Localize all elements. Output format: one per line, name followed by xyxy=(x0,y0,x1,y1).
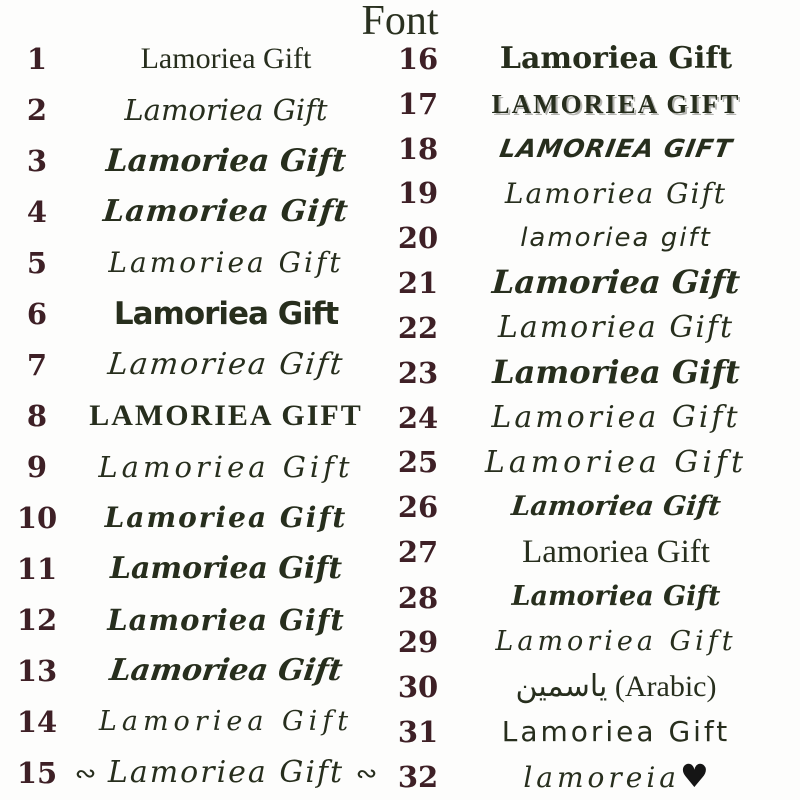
font-sample-text xyxy=(60,757,392,789)
font-row-13 xyxy=(14,654,392,688)
font-sample-text: Lamoriea Gift xyxy=(484,444,748,480)
arabic-sample-text: ياسمين xyxy=(515,669,608,705)
font-number: 26 xyxy=(397,490,439,525)
font-row-6 xyxy=(14,297,392,331)
font-sample-text: Lamoriea Gift xyxy=(101,194,351,230)
font-row-1 xyxy=(14,42,392,76)
font-sample-text: Lamoriea Gift xyxy=(113,295,339,332)
font-number: 6 xyxy=(26,297,48,331)
font-number: 12 xyxy=(16,603,58,637)
font-number: 18 xyxy=(397,131,439,166)
font-number: 8 xyxy=(26,399,48,433)
font-sample-text: LAMORIEA GIFT xyxy=(89,399,363,433)
font-number: 15 xyxy=(16,756,58,790)
font-number: 19 xyxy=(397,176,439,211)
font-number: 4 xyxy=(26,195,48,229)
font-number: 23 xyxy=(397,355,439,390)
font-row-10 xyxy=(14,501,392,535)
arabic-annotation: (Arabic) xyxy=(614,670,717,704)
font-row-12 xyxy=(14,603,392,637)
font-number: 31 xyxy=(397,715,439,750)
font-sample-text: LAMORIEA GIFT xyxy=(497,133,735,163)
heart-icon: ♥ xyxy=(679,757,709,796)
font-number: 9 xyxy=(26,450,48,484)
font-number: 14 xyxy=(16,705,58,739)
font-number: 16 xyxy=(397,42,439,76)
font-sample-text: Lamoriea Gift xyxy=(495,626,737,658)
font-row-22 xyxy=(392,311,788,345)
font-row-14 xyxy=(14,705,392,739)
font-number: 25 xyxy=(397,445,439,480)
font-row-2 xyxy=(14,93,392,127)
font-sample-text: Lamoriea Gift xyxy=(98,705,354,737)
font-row-30 xyxy=(392,670,788,704)
font-number: 2 xyxy=(26,93,48,127)
font-row-11 xyxy=(14,552,392,586)
font-sample-text: Lamoriea Gift xyxy=(104,501,348,535)
font-number: 3 xyxy=(26,144,48,178)
font-number: 27 xyxy=(397,535,439,570)
font-sample-text: Lamoriea Gift xyxy=(501,715,731,749)
font-row-9 xyxy=(14,450,392,484)
font-row-8 xyxy=(14,399,392,433)
font-number: 1 xyxy=(26,42,48,76)
font-row-26 xyxy=(392,490,788,524)
font-row-27 xyxy=(392,535,788,570)
font-sample-text: Lamoriea Gift xyxy=(124,92,328,127)
font-sample-text: Lamoriea Gift xyxy=(490,263,742,302)
font-sample-text: Lamoriea Gift xyxy=(511,581,721,613)
font-number: 13 xyxy=(16,654,58,688)
font-number: 20 xyxy=(397,221,439,256)
font-number: 5 xyxy=(26,246,48,280)
font-row-32 xyxy=(392,757,788,796)
font-row-17 xyxy=(392,87,788,121)
font-sample-text xyxy=(444,671,788,703)
font-row-7 xyxy=(14,348,392,382)
font-row-24 xyxy=(392,401,788,435)
font-sample-text: Lamoriea Gift xyxy=(499,41,733,77)
font-number: 32 xyxy=(397,759,439,794)
font-sample-text: Lamoriea Gift xyxy=(504,176,728,210)
font-number: 7 xyxy=(26,348,48,382)
font-row-15 xyxy=(14,756,392,790)
font-number: 10 xyxy=(16,501,58,535)
font-row-18 xyxy=(392,132,788,166)
font-number: 22 xyxy=(397,310,439,345)
page-title: Font xyxy=(361,0,439,44)
font-row-3 xyxy=(14,144,392,178)
font-row-29 xyxy=(392,625,788,659)
font-row-19 xyxy=(392,176,788,210)
font-sample-text: LAMORIEA GIFT xyxy=(491,88,741,119)
font-row-23 xyxy=(392,353,788,391)
swirl-ornament-left: ∾ xyxy=(74,759,97,790)
font-sample-text: Lamoriea Gift xyxy=(107,653,345,689)
font-sample-text: Lamoriea Gift xyxy=(497,310,735,346)
font-sample-text: Lamoriea Gift xyxy=(509,491,723,523)
font-row-20 xyxy=(392,221,788,255)
font-sample-text: Lamoriea Gift xyxy=(492,353,740,391)
font-sample-text: Lamoriea Gift xyxy=(108,246,344,280)
font-sample-text: Lamoriea Gift xyxy=(140,42,312,76)
font-row-4 xyxy=(14,195,392,229)
font-sample-inner-text: lamoreia xyxy=(523,761,680,795)
font-row-5 xyxy=(14,246,392,280)
swirl-ornament-right: ∾ xyxy=(355,759,378,790)
font-number: 21 xyxy=(397,266,439,301)
font-sample-text xyxy=(444,757,788,796)
font-column-right xyxy=(392,42,788,794)
font-sample-text: lamoriea gift xyxy=(520,222,712,253)
font-sample-inner-text: Lamoriea Gift xyxy=(107,755,345,791)
font-row-21 xyxy=(392,263,788,302)
font-sample-text: Lamoriea Gift xyxy=(107,602,345,637)
columns-container xyxy=(6,42,794,794)
font-row-16 xyxy=(392,42,788,76)
font-sample-text: Lamoriea Gift xyxy=(104,142,348,179)
font-number: 24 xyxy=(397,400,439,435)
font-row-28 xyxy=(392,581,788,615)
font-column-left xyxy=(6,42,392,790)
font-row-25 xyxy=(392,445,788,479)
font-row-31 xyxy=(392,715,788,749)
font-sample-text: Lamoriea Gift xyxy=(98,449,354,484)
font-sample-text: Lamoriea Gift xyxy=(491,399,741,435)
font-number: 30 xyxy=(397,670,439,705)
font-number: 28 xyxy=(397,580,439,615)
font-number: 11 xyxy=(16,552,58,586)
font-sample-text: Lamoriea Gift xyxy=(109,551,343,587)
font-sample-text: Lamoriea Gift xyxy=(522,534,710,571)
font-number: 29 xyxy=(397,625,439,660)
font-number: 17 xyxy=(397,86,439,121)
font-sample-text: Lamoriea Gift xyxy=(106,347,346,383)
